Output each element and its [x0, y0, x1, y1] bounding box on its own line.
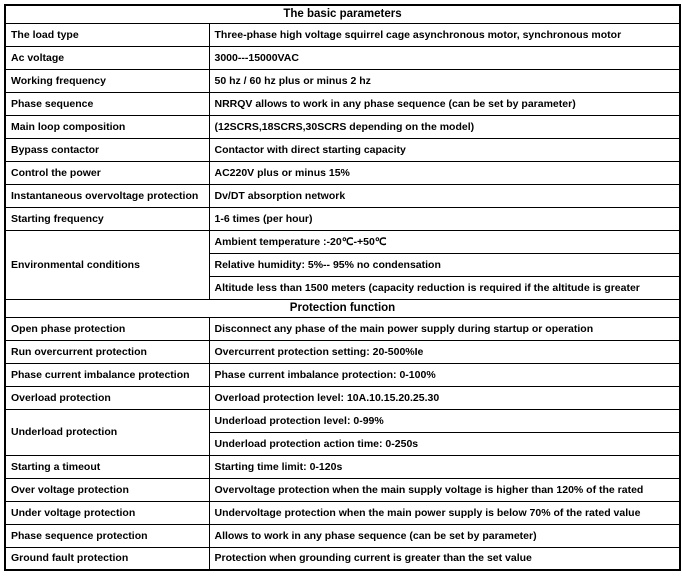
table-row — [5, 478, 680, 501]
row-value: Disconnect any phase of the main power supply during startup or operation — [209, 317, 680, 340]
section-title: Protection function — [5, 299, 680, 317]
row-value: AC220V plus or minus 15% — [209, 161, 680, 184]
table-row — [5, 92, 680, 115]
table-row — [5, 230, 680, 253]
row-value: Phase current imbalance protection: 0-100% — [209, 363, 680, 386]
row-value: Relative humidity: 5%-- 95% no condensation — [209, 253, 680, 276]
row-value: Overload protection level: 10A.10.15.20.25.30 — [209, 386, 680, 409]
row-label: Over voltage protection — [5, 478, 209, 501]
table-row — [5, 23, 680, 46]
table-row — [5, 386, 680, 409]
section-header-protection-function — [5, 299, 680, 317]
table-row — [5, 161, 680, 184]
table-row — [5, 455, 680, 478]
row-value: 3000---15000VAC — [209, 46, 680, 69]
row-label: Control the power — [5, 161, 209, 184]
row-value: Protection when grounding current is greater than the set value — [209, 547, 680, 570]
table-row — [5, 184, 680, 207]
table-row — [5, 501, 680, 524]
table-row — [5, 317, 680, 340]
row-label: Ground fault protection — [5, 547, 209, 570]
table-row — [5, 547, 680, 570]
table-row — [5, 115, 680, 138]
row-label: Instantaneous overvoltage protection — [5, 184, 209, 207]
row-label: Main loop composition — [5, 115, 209, 138]
row-label: Underload protection — [5, 409, 209, 455]
row-label: Starting frequency — [5, 207, 209, 230]
row-value: 50 hz / 60 hz plus or minus 2 hz — [209, 69, 680, 92]
row-value: 1-6 times (per hour) — [209, 207, 680, 230]
row-label: Run overcurrent protection — [5, 340, 209, 363]
row-value: Allows to work in any phase sequence (can be set by parameter) — [209, 524, 680, 547]
row-value: Three-phase high voltage squirrel cage asynchronous motor, synchronous motor — [209, 23, 680, 46]
section-header-basic-parameters — [5, 5, 680, 23]
row-label: Working frequency — [5, 69, 209, 92]
row-value: Ambient temperature :-20℃-+50℃ — [209, 230, 680, 253]
row-label: Open phase protection — [5, 317, 209, 340]
row-label: Starting a timeout — [5, 455, 209, 478]
row-value: Contactor with direct starting capacity — [209, 138, 680, 161]
table-row — [5, 138, 680, 161]
row-label: Phase sequence protection — [5, 524, 209, 547]
parameters-table — [4, 4, 681, 571]
row-value: Underload protection level: 0-99% — [209, 409, 680, 432]
table-row — [5, 207, 680, 230]
row-value: Altitude less than 1500 meters (capacity reduction is required if the altitude is greater — [209, 276, 680, 299]
row-value: Dv/DT absorption network — [209, 184, 680, 207]
table-row — [5, 46, 680, 69]
table-row — [5, 69, 680, 92]
row-label: The load type — [5, 23, 209, 46]
table-row — [5, 409, 680, 432]
row-label: Bypass contactor — [5, 138, 209, 161]
row-value: Underload protection action time: 0-250s — [209, 432, 680, 455]
row-label: Environmental conditions — [5, 230, 209, 299]
row-value: NRRQV allows to work in any phase sequence (can be set by parameter) — [209, 92, 680, 115]
row-value: Starting time limit: 0-120s — [209, 455, 680, 478]
row-label: Overload protection — [5, 386, 209, 409]
row-value: Overcurrent protection setting: 20-500%Ie — [209, 340, 680, 363]
section-title: The basic parameters — [5, 5, 680, 23]
row-label: Phase current imbalance protection — [5, 363, 209, 386]
row-label: Under voltage protection — [5, 501, 209, 524]
table-row — [5, 340, 680, 363]
row-value: Overvoltage protection when the main supply voltage is higher than 120% of the rated — [209, 478, 680, 501]
row-value: (12SCRS,18SCRS,30SCRS depending on the model) — [209, 115, 680, 138]
table-row — [5, 363, 680, 386]
row-label: Ac voltage — [5, 46, 209, 69]
row-value: Undervoltage protection when the main power supply is below 70% of the rated value — [209, 501, 680, 524]
table-row — [5, 524, 680, 547]
row-label: Phase sequence — [5, 92, 209, 115]
